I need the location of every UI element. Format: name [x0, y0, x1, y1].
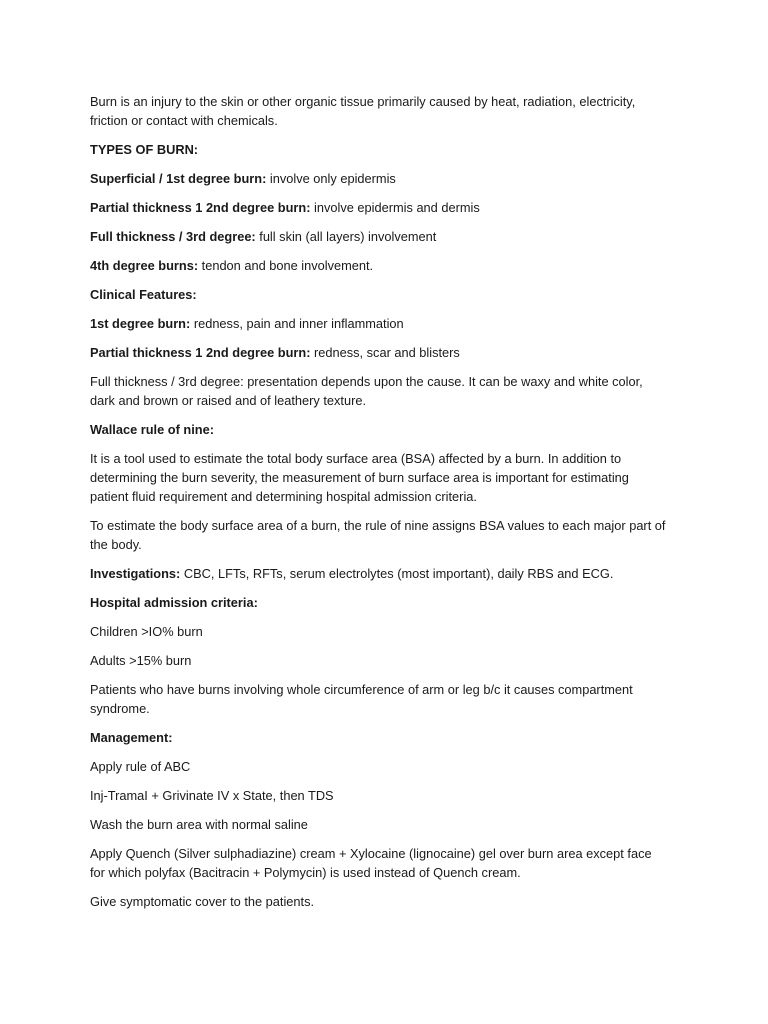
type-label: 4th degree burns: — [90, 258, 199, 273]
clinical-full-paragraph: Full thickness / 3rd degree: presentation depends upon the cause. It can be waxy and white color, dark and brown or raised and of leathery texture. — [90, 374, 643, 408]
clinical-label: 1st degree burn: — [90, 316, 191, 331]
clinical-label: Partial thickness 1 2nd degree burn: — [90, 345, 311, 360]
type-item-fourth — [90, 256, 668, 275]
type-item-partial — [90, 198, 668, 217]
type-text: full skin (all layers) involvement — [255, 229, 437, 244]
type-text: tendon and bone involvement. — [198, 258, 374, 273]
clinical-heading: Clinical Features: — [90, 287, 197, 302]
admission-children: Children >IO% burn — [90, 624, 203, 639]
types-heading: TYPES OF BURN: — [90, 142, 199, 157]
management-step: Inj-TramaI + Grivinate IV x State, then TDS — [90, 788, 334, 803]
admission-heading: Hospital admission criteria: — [90, 595, 258, 610]
clinical-item-first — [90, 314, 668, 333]
intro-paragraph: Burn is an injury to the skin or other organic tissue primarily caused by heat, radiation, electricity, friction or contact with chemicals. — [90, 94, 636, 128]
type-label: Full thickness / 3rd degree: — [90, 229, 256, 244]
clinical-item-partial — [90, 343, 668, 362]
wallace-paragraph-1: It is a tool used to estimate the total body surface area (BSA) affected by a burn. In addition to determining the burn severity, the measurement of burn surface area is important for estimating patient fluid requirement and determining hospital admission criteria. — [90, 451, 629, 504]
admission-adults: Adults >15% burn — [90, 653, 192, 668]
type-label: Partial thickness 1 2nd degree burn: — [90, 200, 311, 215]
management-step: Apply Quench (Silver sulphadiazine) cream + Xylocaine (lignocaine) gel over burn area except face for which polyfax (Bacitracin + Polymycin) is used instead of Quench cream. — [90, 846, 652, 880]
type-label: Superficial / 1st degree burn: — [90, 171, 267, 186]
clinical-text: redness, scar and blisters — [310, 345, 460, 360]
investigations-paragraph — [90, 564, 668, 583]
investigations-text: CBC, LFTs, RFTs, serum electrolytes (most important), daily RBS and ECG. — [180, 566, 614, 581]
management-step: Give symptomatic cover to the patients. — [90, 894, 315, 909]
management-step: Wash the burn area with normal saline — [90, 817, 308, 832]
management-heading: Management: — [90, 730, 173, 745]
type-item-superficial — [90, 169, 668, 188]
type-item-full — [90, 227, 668, 246]
investigations-label: Investigations: — [90, 566, 181, 581]
clinical-text: redness, pain and inner inflammation — [190, 316, 404, 331]
wallace-heading: Wallace rule of nine: — [90, 422, 214, 437]
management-step: Apply rule of ABC — [90, 759, 191, 774]
type-text: involve only epidermis — [266, 171, 396, 186]
wallace-paragraph-2: To estimate the body surface area of a burn, the rule of nine assigns BSA values to each major part of the body. — [90, 518, 666, 552]
admission-circumference: Patients who have burns involving whole circumference of arm or leg b/c it causes compartment syndrome. — [90, 682, 633, 716]
type-text: involve epidermis and dermis — [310, 200, 480, 215]
